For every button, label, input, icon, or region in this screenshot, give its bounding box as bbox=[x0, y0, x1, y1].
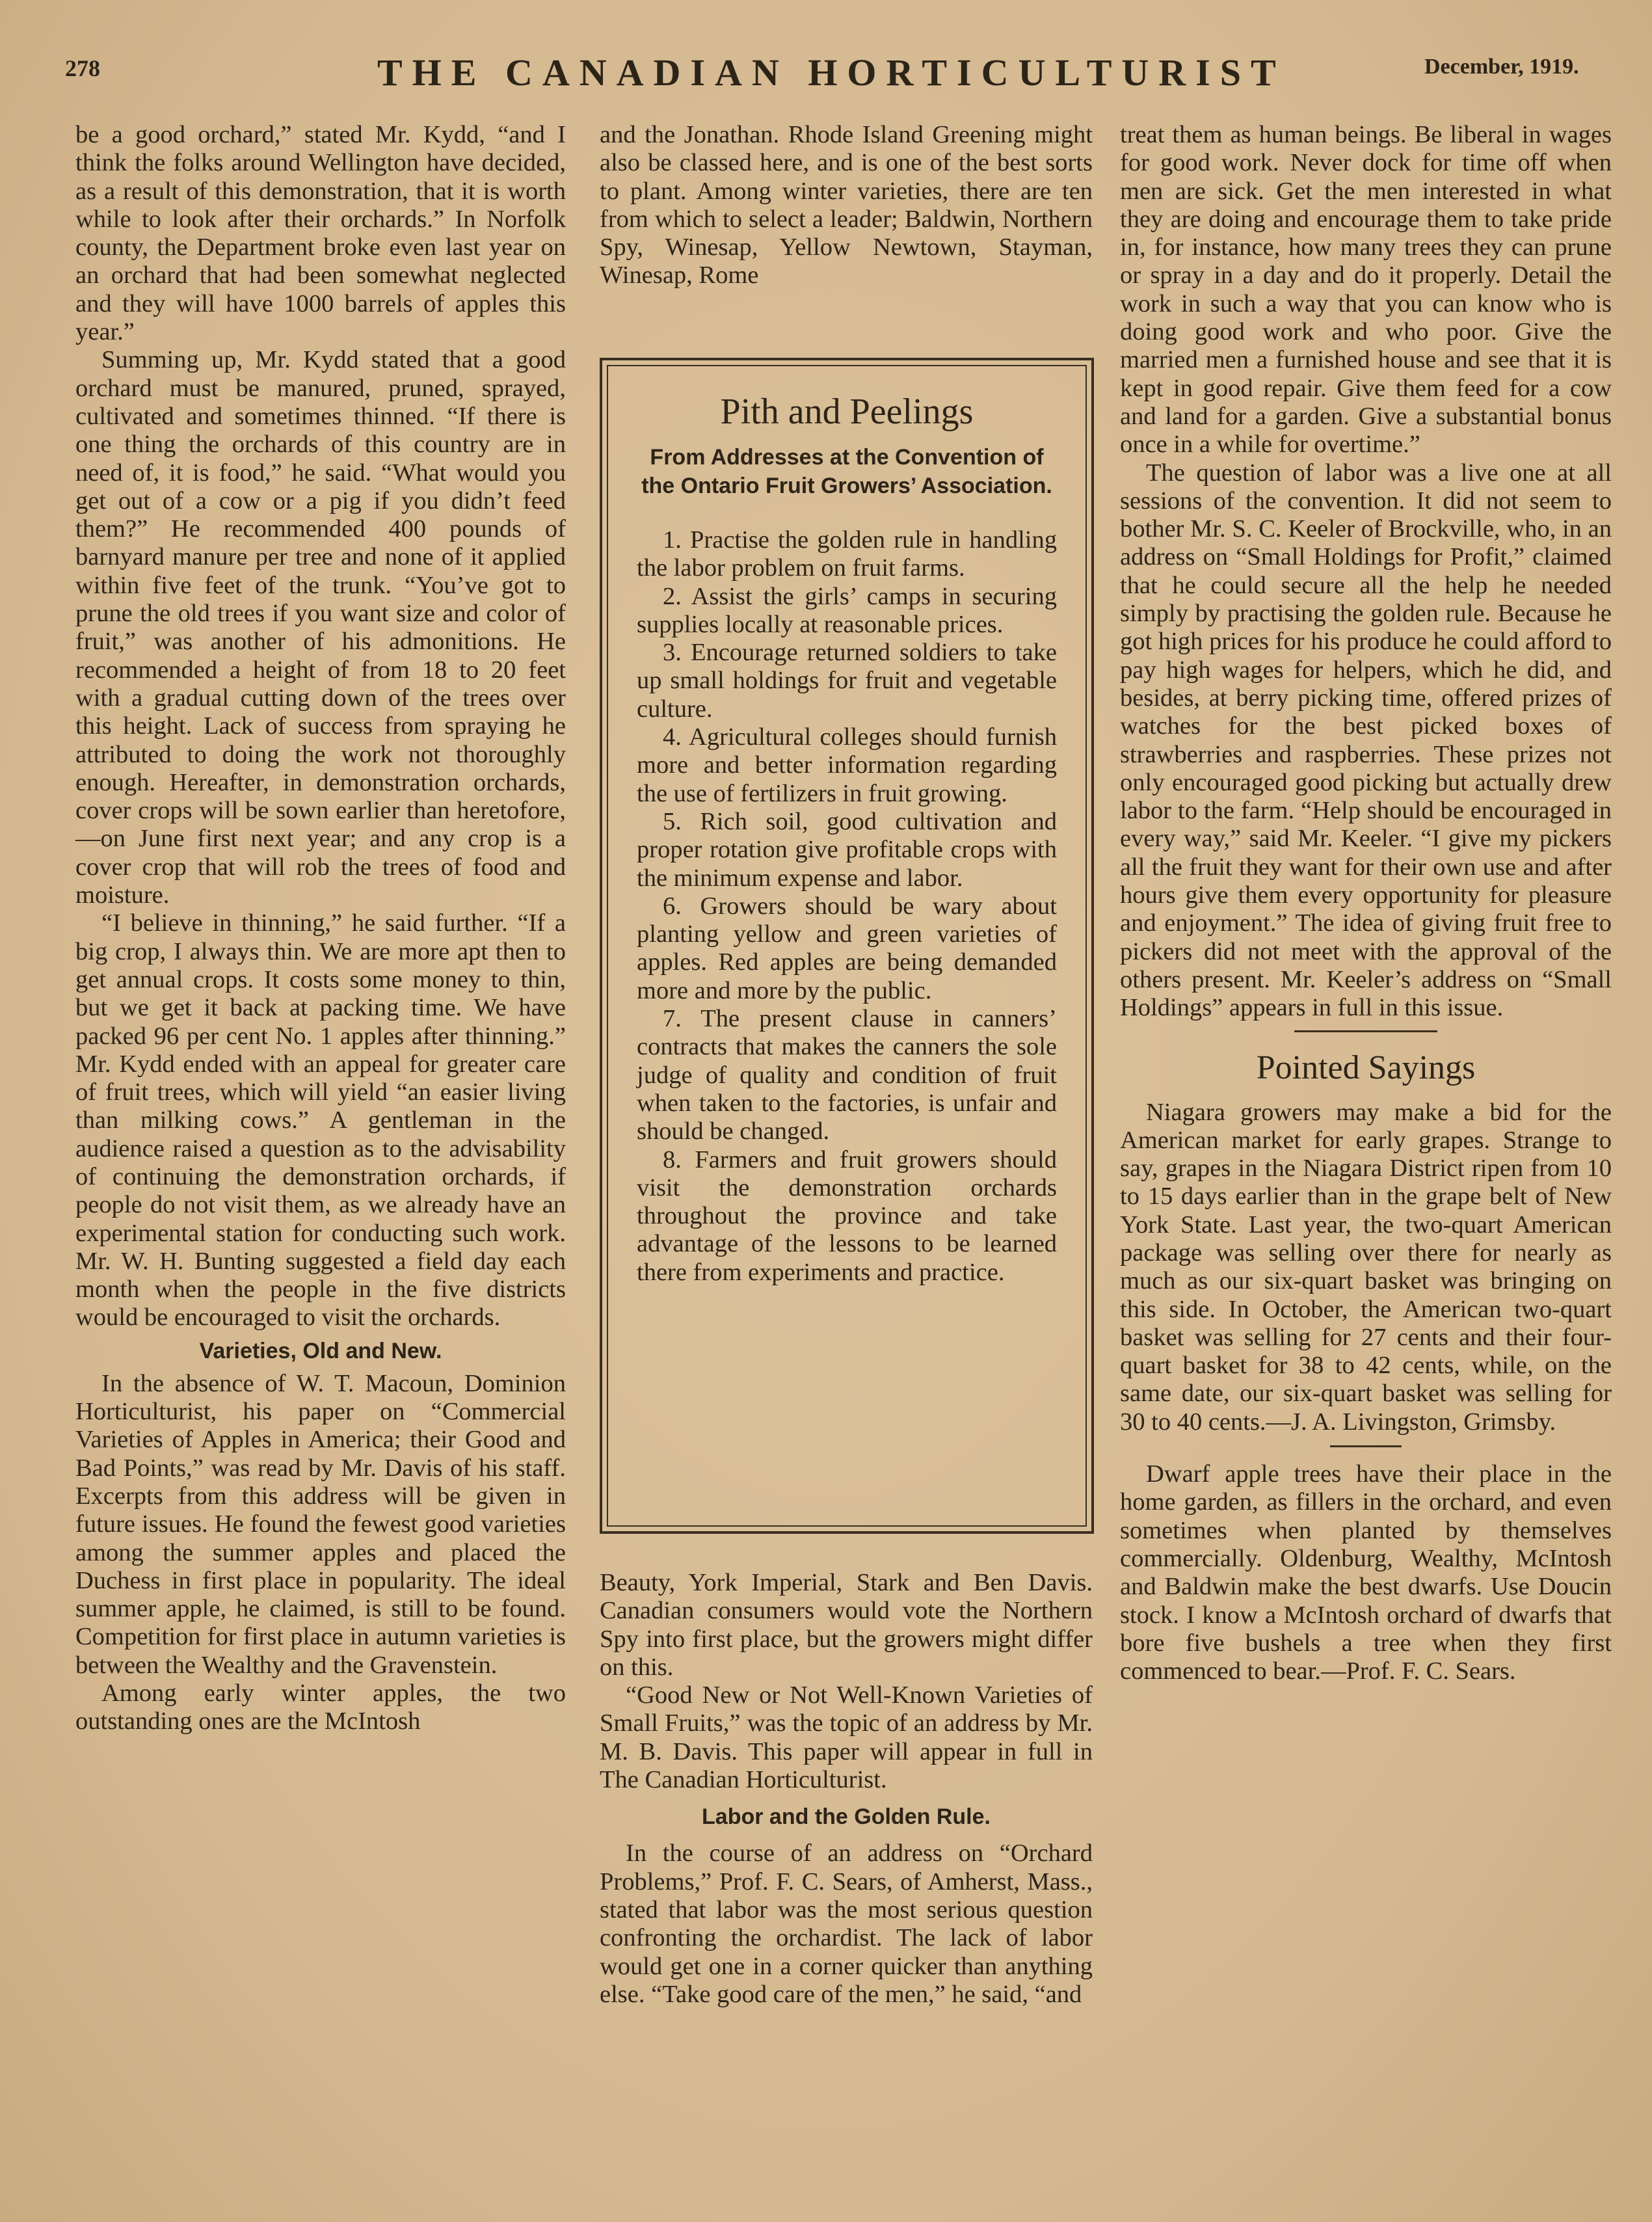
section-divider bbox=[1294, 1030, 1437, 1032]
section-title-pointed-sayings: Pointed Sayings bbox=[1256, 1049, 1476, 1086]
box-item-list bbox=[637, 526, 1057, 1287]
subheading-varieties: Varieties, Old and New. bbox=[199, 1338, 442, 1363]
list-item: 7. The present clause in canners’ contracts that makes the canners the sole judge of quality and condition of fruit when taken to the factories, is unfair and should be changed. bbox=[637, 1005, 1057, 1145]
list-item: 2. Assist the girls’ camps in securing supplies locally at reasonable prices. bbox=[637, 582, 1057, 638]
subheading-labor: Labor and the Golden Rule. bbox=[702, 1804, 991, 1830]
column-middle-top bbox=[600, 121, 1093, 290]
page-number: 278 bbox=[65, 55, 100, 81]
paragraph: In the absence of W. T. Macoun, Dominion Horticulturist, his paper on “Commercial Varieties of Apples in America; their Good and Bad Points,” was read by Mr. Davis of his staff. Excerpts from this address will be given in future issues. He found the fewest good varieties among the summer apples and placed the Duchess in first place in popularity. The ideal summer apple, he claimed, is still to be found. Competition for first place in autumn varieties is between the Wealthy and the Gravenstein. bbox=[75, 1369, 566, 1679]
list-item: 5. Rich soil, good cultivation and proper rotation give profitable crops with the minimum expense and labor. bbox=[637, 807, 1057, 892]
box-subtitle: From Addresses at the Convention of the Ontario Fruit Growers’ Association. bbox=[641, 445, 1052, 498]
paragraph: In the course of an address on “Orchard Problems,” Prof. F. C. Sears, of Amherst, Mass., stated that labor was the most serious question confronting the orchardist. The lack of labor would get one in a corner quicker than anything else. “Take good care of the men,” he said, “and bbox=[600, 1840, 1093, 2008]
list-item: 4. Agricultural colleges should furnish more and better information regarding the use of fertilizers in fruit growing. bbox=[637, 723, 1057, 807]
paragraph: Dwarf apple trees have their place in the home garden, as fillers in the orchard, and even sometimes when planted by themselves commercially. Oldenburg, Wealthy, McIntosh and Baldwin make the best dwarfs. Use Doucin stock. I know a McIntosh orchard of dwarfs that bore five bushels a tree when they first commenced to bear.—Prof. F. C. Sears. bbox=[1120, 1460, 1612, 1685]
list-item: 1. Practise the golden rule in handling the labor problem on fruit farms. bbox=[637, 526, 1057, 582]
pith-and-peelings-box bbox=[600, 358, 1094, 1534]
paragraph: treat them as human beings. Be liberal in wages for good work. Never dock for time off when men are sick. Get the men interested in what they are doing and encourage them to take pride in, for instance, how many trees they can prune or spray in a day and do it properly. Detail the work in such a way that you can know who is doing good work and who poor. Give the married men a furnished house and see that it is kept in good repair. Give them feed for a cow and land for a garden. Give a substantial bonus once in a while for overtime.” bbox=[1120, 121, 1612, 459]
paragraph: The question of labor was a live one at all sessions of the convention. It did not seem to bother Mr. S. C. Keeler of Brockville, who, in an address on “Small Holdings for Profit,” claimed that he could secure all the help he needed simply by practising the golden rule. Because he got high prices for his produce he could afford to pay high wages for helpers, which he did, and besides, at berry picking time, offered prizes of watches for the best picked boxes of strawberries and raspberries. These prizes not only encouraged good picking but actually drew labor to the farm. “Help should be encouraged in every way,” said Mr. Keeler. “I give my pickers all the fruit they want for their own use and after hours give them every opportunity for pleasure and enjoyment.” The idea of giving fruit free to pickers did not meet with the approval of the others present. Mr. Keeler’s address on “Small Holdings” appears in full in this issue. bbox=[1120, 459, 1612, 1022]
paragraph: be a good orchard,” stated Mr. Kydd, “and I think the folks around Wellington have decided, as a result of this demonstration, that it is worth while to look after their orchards.” In Norfolk county, the Department broke even last year on an orchard that had been somewhat neglected and they will have 1000 barrels of apples this year.” bbox=[75, 121, 566, 346]
column-right bbox=[1120, 121, 1612, 1685]
paragraph: Niagara growers may make a bid for the American market for early grapes. Strange to say, grapes in the Niagara District ripen from 10 to 15 days earlier than in the grape belt of New York State. Last year, the two-quart American package was selling over there for nearly as much as our six-quart basket was bringing on this side. In October, the American two-quart basket was selling for 27 cents and their four-quart basket for 38 to 42 cents, while, on the same date, our six-quart basket was selling for 30 to 40 cents.—J. A. Livingston, Grimsby. bbox=[1120, 1098, 1612, 1436]
paragraph: Summing up, Mr. Kydd stated that a good orchard must be manured, pruned, sprayed, cultivated and sometimes thinned. “If there is one thing the orchards of this country are in need of, it is food,” he said. “What would you get out of a cow or a pig if you didn’t feed them?” He recommended 400 pounds of barnyard manure per tree and none of it applied within five feet of the trunk. “You’ve got to prune the old trees if you want size and color of fruit,” was another of his admonitions. He recommended a height of from 18 to 20 feet with a gradual cutting down of the trees over this height. Lack of success from spraying he attributed to doing the work not thoroughly enough. Hereafter, in demonstration orchards, cover crops will be sown earlier than heretofore,—on June first next year; and any crop is a cover crop that will rob the trees of food and moisture. bbox=[75, 346, 566, 909]
box-inner-frame bbox=[607, 365, 1087, 1527]
list-item: 6. Growers should be wary about planting yellow and green varieties of apples. Red apples are being demanded more and more by the public. bbox=[637, 892, 1057, 1004]
paragraph: and the Jonathan. Rhode Island Greening might also be classed here, and is one of the best sorts to plant. Among winter varieties, there are ten from which to select a leader; Baldwin, Northern Spy, Winesap, Yellow Newtown, Stayman, Winesap, Rome bbox=[600, 121, 1093, 289]
paragraph: Beauty, York Imperial, Stark and Ben Davis. Canadian consumers would vote the Northern Spy into first place, but the growers might differ on this. bbox=[600, 1569, 1093, 1681]
item-divider bbox=[1330, 1445, 1402, 1447]
box-title: Pith and Peelings bbox=[720, 392, 974, 432]
column-middle-bottom bbox=[600, 1569, 1093, 2009]
column-left bbox=[75, 121, 566, 1736]
paragraph: “Good New or Not Well-Known Varieties of Small Fruits,” was the topic of an address by Mr. M. B. Davis. This paper will appear in full in The Canadian Horticulturist. bbox=[600, 1681, 1093, 1794]
issue-date: December, 1919. bbox=[1424, 55, 1579, 79]
journal-title: THE CANADIAN HORTICULTURIST bbox=[377, 51, 1286, 94]
paragraph: Among early winter apples, the two outstanding ones are the McIntosh bbox=[75, 1680, 566, 1735]
list-item: 3. Encourage returned soldiers to take up small holdings for fruit and vegetable culture. bbox=[637, 639, 1057, 723]
paragraph: “I believe in thinning,” he said further. “If a big crop, I always thin. We are more apt then to get annual crops. It costs some money to thin, but we get it back at packing time. We have packed 96 per cent No. 1 apples after thinning.” Mr. Kydd ended with an appeal for greater care of fruit trees, which will yield “an easier living than milking cows.” A gentleman in the audience raised a question as to the advisability of continuing the demonstration orchards, if people do not visit them, as we already have an experimental station for conducting such work. Mr. W. H. Bunting suggested a field day each month when the people in the five districts would be encouraged to visit the orchards. bbox=[75, 909, 566, 1332]
list-item: 8. Farmers and fruit growers should visit the demonstration orchards throughout the province and take advantage of the lessons to be learned there from experiments and practice. bbox=[637, 1145, 1057, 1286]
